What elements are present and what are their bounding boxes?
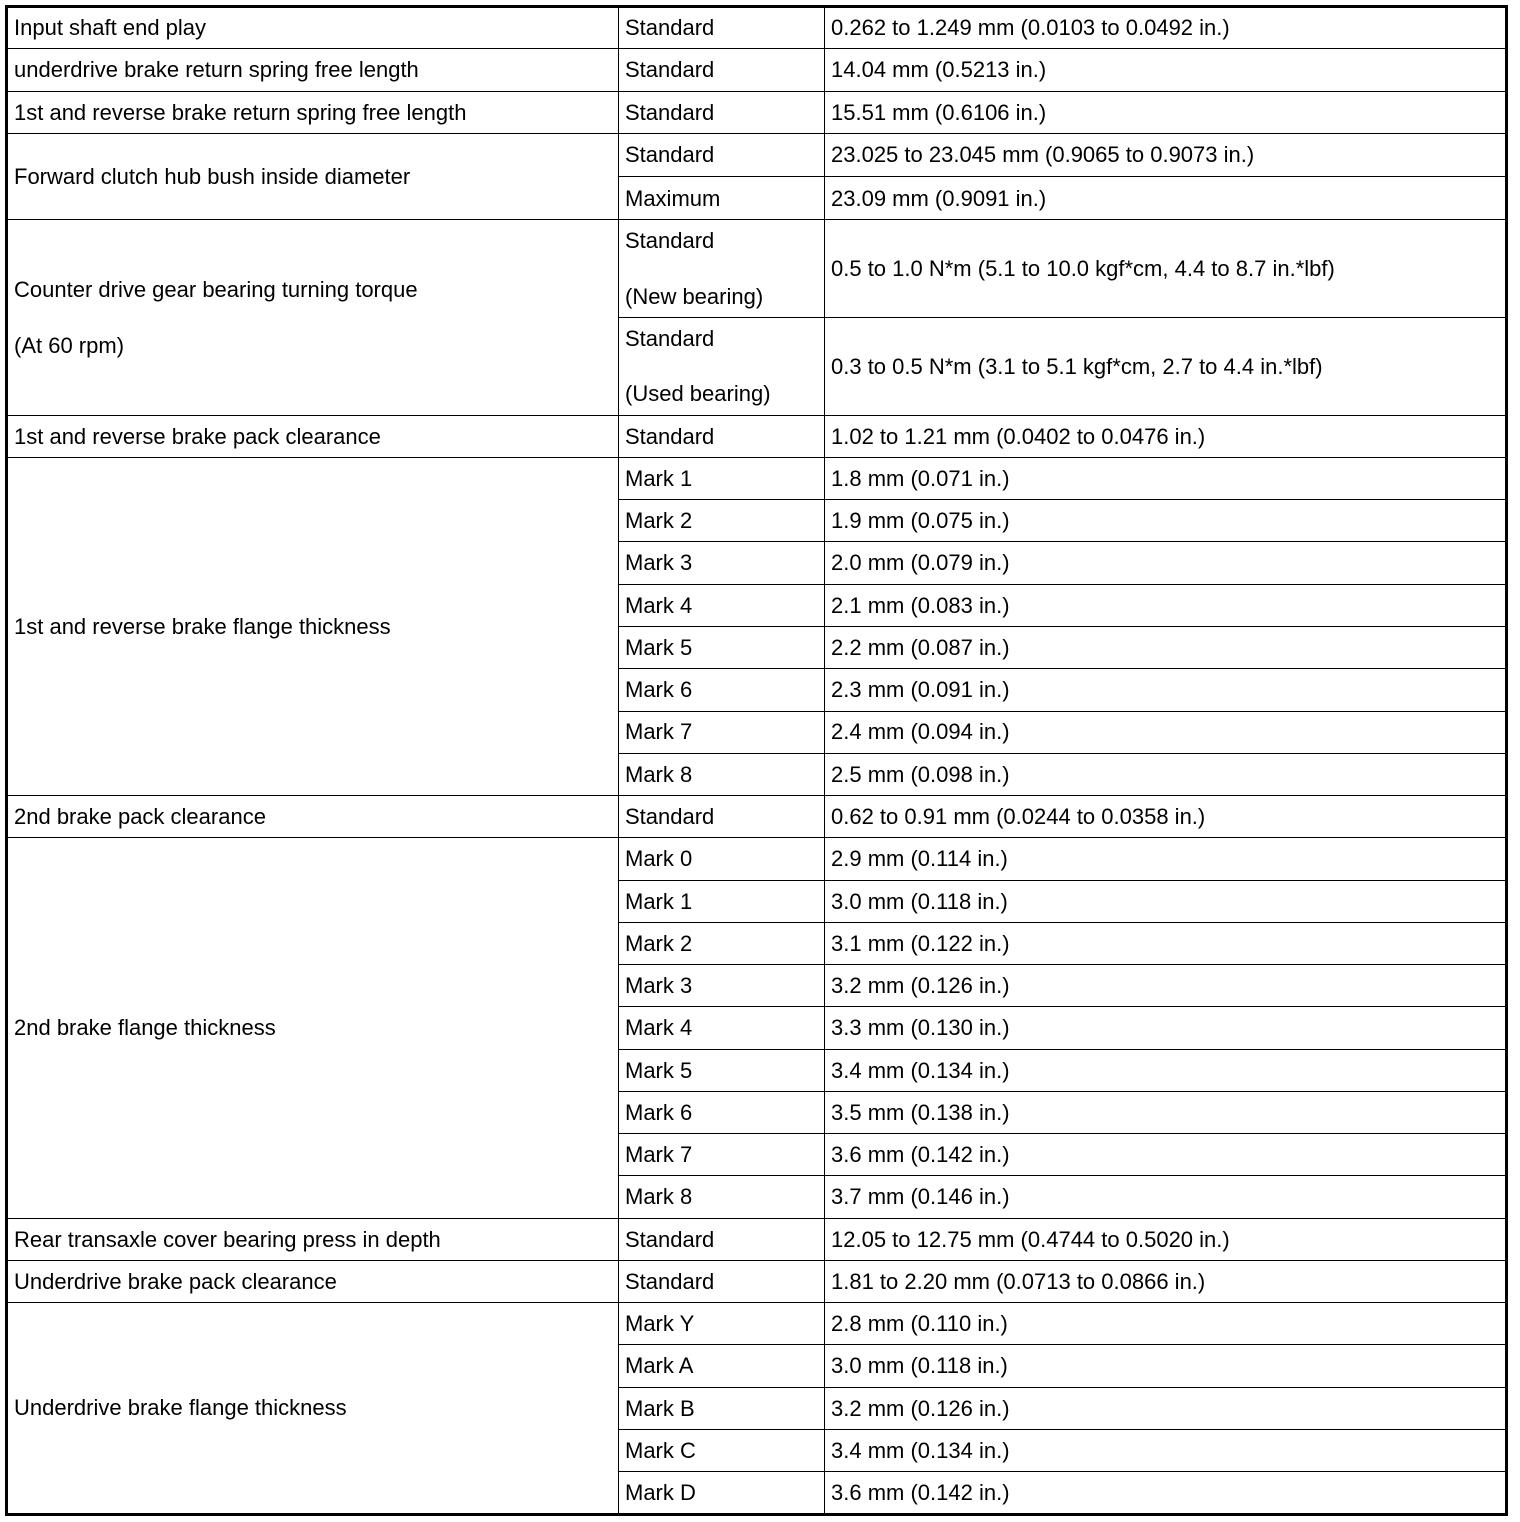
condition-cell: Mark 7: [619, 711, 825, 753]
value-cell: 2.8 mm (0.110 in.): [825, 1303, 1507, 1345]
value-cell: 1.81 to 2.20 mm (0.0713 to 0.0866 in.): [825, 1260, 1507, 1302]
condition-cell: Mark 6: [619, 669, 825, 711]
condition-line: Standard: [625, 326, 715, 352]
value-cell: 0.3 to 0.5 N*m (3.1 to 5.1 kgf*cm, 2.7 to 4.4 in.*lbf): [825, 318, 1507, 416]
item-line: (At 60 rpm): [14, 332, 125, 358]
item-cell: 2nd brake flange thickness: [7, 838, 619, 1218]
table-row: [7, 133, 1507, 176]
item-cell: 1st and reverse brake return spring free length: [7, 91, 619, 133]
condition-cell: Mark 8: [619, 1176, 825, 1218]
value-cell: 3.2 mm (0.126 in.): [825, 1387, 1507, 1429]
table-row: [7, 415, 1507, 457]
value-cell: 3.0 mm (0.118 in.): [825, 1345, 1507, 1387]
condition-cell: Mark C: [619, 1430, 825, 1472]
table-row: [7, 1303, 1507, 1345]
condition-cell: Mark 4: [619, 584, 825, 626]
value-cell: 0.262 to 1.249 mm (0.0103 to 0.0492 in.): [825, 7, 1507, 49]
condition-cell: [619, 220, 825, 318]
value-cell: 3.0 mm (0.118 in.): [825, 880, 1507, 922]
value-cell: 12.05 to 12.75 mm (0.4744 to 0.5020 in.): [825, 1218, 1507, 1260]
condition-cell: Mark A: [619, 1345, 825, 1387]
value-cell: 2.2 mm (0.087 in.): [825, 626, 1507, 668]
condition-cell: Mark 5: [619, 1049, 825, 1091]
condition-cell: Mark 1: [619, 457, 825, 499]
condition-cell: Standard: [619, 796, 825, 838]
condition-cell: Mark 0: [619, 838, 825, 880]
condition-cell: Standard: [619, 1260, 825, 1302]
value-cell: 3.4 mm (0.134 in.): [825, 1049, 1507, 1091]
condition-cell: Mark Y: [619, 1303, 825, 1345]
value-cell: 0.62 to 0.91 mm (0.0244 to 0.0358 in.): [825, 796, 1507, 838]
condition-cell: Mark B: [619, 1387, 825, 1429]
table-row: [7, 796, 1507, 838]
value-cell: 2.5 mm (0.098 in.): [825, 753, 1507, 795]
item-cell: Forward clutch hub bush inside diameter: [7, 133, 619, 220]
value-cell: 3.5 mm (0.138 in.): [825, 1091, 1507, 1133]
value-cell: 2.4 mm (0.094 in.): [825, 711, 1507, 753]
table-row: [7, 1260, 1507, 1302]
table-row: [7, 838, 1507, 880]
value-cell: 1.02 to 1.21 mm (0.0402 to 0.0476 in.): [825, 415, 1507, 457]
table-row: [7, 457, 1507, 499]
table-row: [7, 1218, 1507, 1260]
table-row: [7, 220, 1507, 318]
condition-cell: [619, 318, 825, 416]
condition-cell: Mark 3: [619, 965, 825, 1007]
value-cell: 3.6 mm (0.142 in.): [825, 1134, 1507, 1176]
condition-cell: Standard: [619, 415, 825, 457]
specification-table: [5, 5, 1508, 1516]
table-row: [7, 49, 1507, 91]
condition-cell: Mark D: [619, 1472, 825, 1515]
value-cell: 3.4 mm (0.134 in.): [825, 1430, 1507, 1472]
item-cell: 1st and reverse brake flange thickness: [7, 457, 619, 795]
condition-cell: Mark 2: [619, 922, 825, 964]
condition-cell: Mark 6: [619, 1091, 825, 1133]
condition-line: (New bearing): [625, 283, 764, 309]
value-cell: 2.1 mm (0.083 in.): [825, 584, 1507, 626]
value-cell: 3.3 mm (0.130 in.): [825, 1007, 1507, 1049]
item-cell: underdrive brake return spring free length: [7, 49, 619, 91]
condition-line: Standard: [625, 228, 715, 254]
item-cell: 2nd brake pack clearance: [7, 796, 619, 838]
item-cell: Underdrive brake pack clearance: [7, 1260, 619, 1302]
condition-cell: Mark 5: [619, 626, 825, 668]
item-cell: Underdrive brake flange thickness: [7, 1303, 619, 1515]
table-row: [7, 91, 1507, 133]
condition-line: (Used bearing): [625, 381, 771, 407]
condition-cell: Mark 3: [619, 542, 825, 584]
condition-cell: Mark 1: [619, 880, 825, 922]
item-cell: Input shaft end play: [7, 7, 619, 49]
value-cell: 1.8 mm (0.071 in.): [825, 457, 1507, 499]
value-cell: 3.1 mm (0.122 in.): [825, 922, 1507, 964]
condition-cell: Mark 2: [619, 500, 825, 542]
item-cell: 1st and reverse brake pack clearance: [7, 415, 619, 457]
value-cell: 0.5 to 1.0 N*m (5.1 to 10.0 kgf*cm, 4.4 to 8.7 in.*lbf): [825, 220, 1507, 318]
condition-cell: Mark 7: [619, 1134, 825, 1176]
value-cell: 3.7 mm (0.146 in.): [825, 1176, 1507, 1218]
value-cell: 3.6 mm (0.142 in.): [825, 1472, 1507, 1515]
value-cell: 15.51 mm (0.6106 in.): [825, 91, 1507, 133]
item-cell: [7, 220, 619, 415]
table-row: [7, 7, 1507, 49]
condition-cell: Standard: [619, 1218, 825, 1260]
value-cell: 14.04 mm (0.5213 in.): [825, 49, 1507, 91]
condition-cell: Standard: [619, 91, 825, 133]
condition-cell: Standard: [619, 7, 825, 49]
item-cell: Rear transaxle cover bearing press in depth: [7, 1218, 619, 1260]
value-cell: 2.3 mm (0.091 in.): [825, 669, 1507, 711]
condition-cell: Mark 8: [619, 753, 825, 795]
value-cell: 2.0 mm (0.079 in.): [825, 542, 1507, 584]
condition-cell: Mark 4: [619, 1007, 825, 1049]
value-cell: 2.9 mm (0.114 in.): [825, 838, 1507, 880]
value-cell: 23.025 to 23.045 mm (0.9065 to 0.9073 in.): [825, 133, 1507, 176]
condition-cell: Standard: [619, 133, 825, 176]
value-cell: 1.9 mm (0.075 in.): [825, 500, 1507, 542]
item-line: Counter drive gear bearing turning torque: [14, 277, 418, 303]
value-cell: 23.09 mm (0.9091 in.): [825, 177, 1507, 220]
condition-cell: Standard: [619, 49, 825, 91]
condition-cell: Maximum: [619, 177, 825, 220]
value-cell: 3.2 mm (0.126 in.): [825, 965, 1507, 1007]
